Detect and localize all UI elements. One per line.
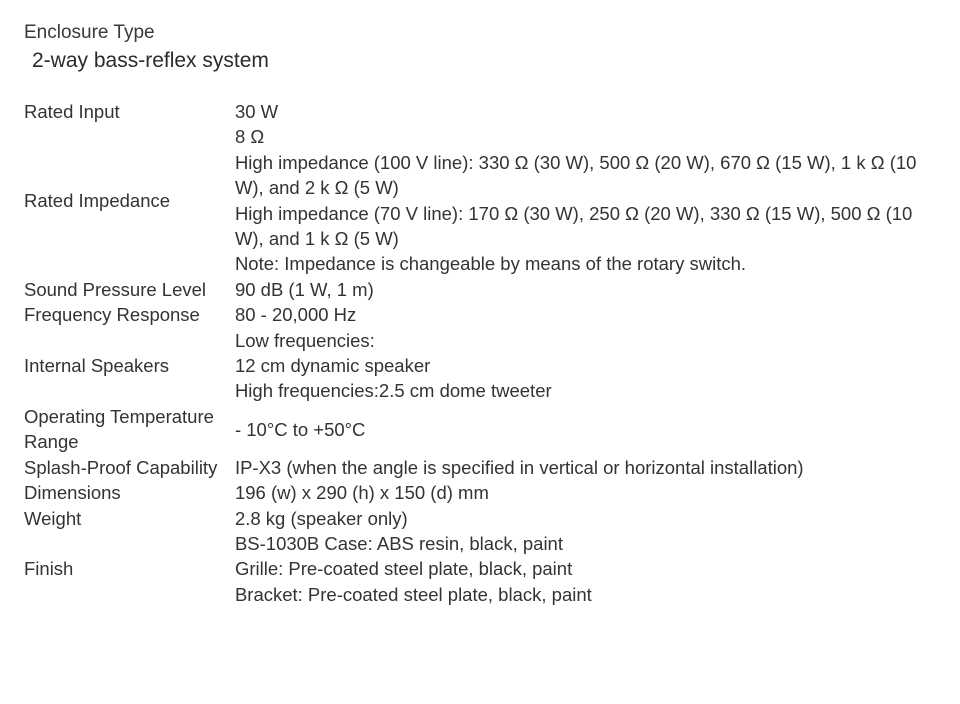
spec-value: [235, 302, 944, 327]
spec-value-line: 80 - 20,000 Hz: [234, 304, 357, 326]
spec-label: Weight: [24, 507, 82, 529]
spec-row-weight: [24, 506, 944, 531]
spec-value-line: BS-1030B Case: ABS resin, black, paint: [234, 532, 563, 554]
spec-sheet: [24, 20, 944, 607]
spec-label: Sound Pressure Level: [24, 278, 207, 300]
spec-value-line: 30 W: [234, 101, 279, 122]
spec-value-line: IP-X3 (when the angle is specified in vertical or horizontal installation): [234, 456, 804, 478]
spec-value: [235, 404, 944, 455]
enclosure-type-value: 2-way bass-reflex system: [32, 49, 269, 72]
spec-value-line: Bracket: Pre-coated steel plate, black, paint: [234, 583, 592, 605]
spec-label: Splash-Proof Capability: [24, 456, 218, 478]
spec-label: Operating Temperature Range: [24, 405, 214, 453]
spec-row-rated-impedance: [24, 124, 944, 276]
spec-label: Dimensions: [24, 482, 121, 504]
spec-value: [235, 480, 944, 505]
enclosure-type-label: Enclosure Type: [24, 22, 155, 43]
spec-row-sound-pressure-level: [24, 277, 944, 302]
spec-row-frequency-response: [24, 302, 944, 327]
spec-value-line: High frequencies:2.5 cm dome tweeter: [234, 380, 552, 402]
spec-value: [235, 328, 944, 404]
spec-row-finish: [24, 531, 944, 607]
spec-value-line: High impedance (70 V line): 170 Ω (30 W), 250 Ω (20 W), 330 Ω (15 W), 500 Ω (10 W), and 1 k Ω (5 W): [234, 202, 913, 250]
spec-value-line: Grille: Pre-coated steel plate, black, paint: [234, 558, 573, 580]
spec-row-rated-input: [24, 99, 944, 124]
spec-row-splash-proof-capability: [24, 455, 944, 480]
spec-value-line: - 10°C to +50°C: [234, 418, 366, 440]
spec-value-line: 12 cm dynamic speaker: [234, 355, 431, 377]
spec-value: [235, 124, 944, 276]
spec-value: [235, 506, 944, 531]
spec-value-line: Note: Impedance is changeable by means of the rotary switch.: [234, 253, 747, 275]
spec-value-line: 196 (w) x 290 (h) x 150 (d) mm: [234, 482, 489, 504]
spec-row-dimensions: [24, 480, 944, 505]
spec-row-internal-speakers: [24, 328, 944, 404]
spec-value-line: High impedance (100 V line): 330 Ω (30 W), 500 Ω (20 W), 670 Ω (15 W), 1 k Ω (10 W), and 2 k Ω (5 W): [234, 151, 917, 199]
spec-value: [235, 531, 944, 607]
spec-value: [235, 455, 944, 480]
spec-label: Frequency Response: [24, 304, 200, 326]
spec-label: Internal Speakers: [24, 355, 170, 377]
spec-label: Rated Impedance: [24, 189, 171, 211]
spec-value-line: Low frequencies:: [234, 329, 375, 351]
spec-value: [235, 99, 944, 124]
spec-value-line: 2.8 kg (speaker only): [234, 507, 408, 529]
spec-label: Finish: [24, 558, 74, 580]
spec-label: Rated Input: [24, 101, 120, 122]
spec-value-line: 90 dB (1 W, 1 m): [234, 278, 374, 300]
specifications-table: [24, 99, 944, 607]
spec-value-line: 8 Ω: [234, 126, 265, 148]
spec-value: [235, 277, 944, 302]
spec-row-operating-temperature-range: [24, 404, 944, 455]
